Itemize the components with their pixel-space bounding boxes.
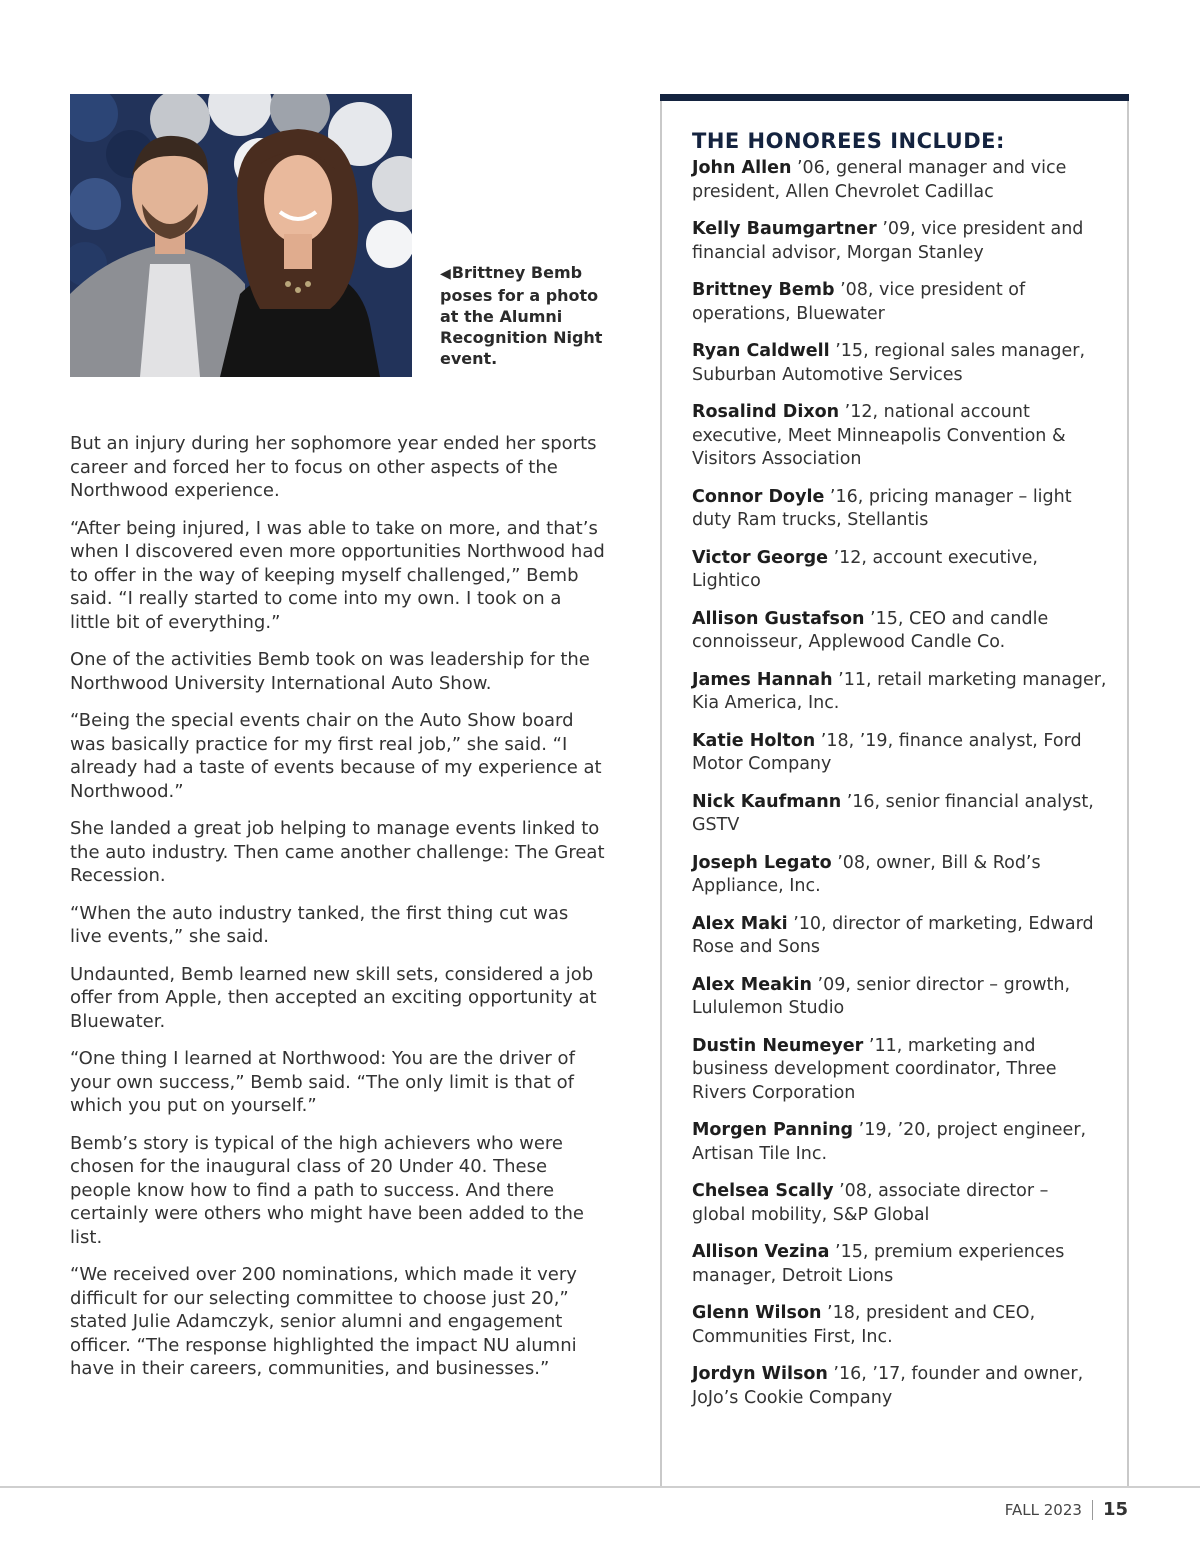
honoree-name: Connor Doyle	[692, 486, 825, 507]
honoree-item	[692, 1241, 1107, 1288]
sidebar-top-bar	[660, 94, 1129, 101]
honoree-name: Joseph Legato	[692, 852, 832, 873]
article-paragraph: “Being the special events chair on the Auto Show board was basically practice for my first real job,” she said. “I already had a taste of events because of my experience at Northwood.”	[70, 710, 602, 802]
article-body	[70, 432, 605, 1395]
honoree-detail: ’15, regional sales manager, Suburban Automotive Services	[692, 341, 1086, 385]
honoree-item	[692, 1180, 1107, 1227]
honoree-item	[692, 791, 1107, 838]
honoree-item	[692, 608, 1107, 655]
honoree-name: Morgen Panning	[692, 1120, 854, 1140]
honoree-item	[692, 157, 1107, 204]
article-paragraph: Bemb’s story is typical of the high achievers who were chosen for the inaugural class of 20 Under 40. These people know how to find a path to success. And there certainly were others who might have been added to the list.	[70, 1132, 584, 1248]
honoree-detail: ’12, national account executive, Meet Minneapolis Convention & Visitors Association	[692, 402, 1066, 469]
event-photo	[70, 94, 412, 377]
honoree-detail: ’08, vice president of operations, Bluewater	[692, 280, 1026, 324]
honoree-detail: ’16, ’17, founder and owner, JoJo’s Cookie Company	[692, 1364, 1084, 1408]
honoree-item	[692, 218, 1107, 265]
honoree-item	[692, 669, 1107, 716]
article-paragraph: She landed a great job helping to manage events linked to the auto industry. Then came another challenge: The Great Recession.	[70, 818, 605, 886]
article-paragraph: One of the activities Bemb took on was leadership for the Northwood University International Auto Show.	[70, 649, 590, 694]
honoree-name: Brittney Bemb	[692, 280, 835, 300]
honoree-item	[692, 486, 1107, 533]
honoree-name: Allison Gustafson	[692, 608, 865, 629]
honoree-name: Alex Maki	[692, 913, 788, 934]
honoree-name: Jordyn Wilson	[692, 1364, 828, 1384]
honoree-item	[692, 852, 1107, 899]
caption-text: Brittney Bemb poses for a photo at the Alumni Recognition Night event.	[440, 263, 603, 368]
honoree-item	[692, 1035, 1107, 1106]
honoree-name: John Allen	[692, 158, 792, 178]
honoree-name: James Hannah	[692, 669, 833, 690]
article-paragraph: “When the auto industry tanked, the first thing cut was live events,” she said.	[70, 902, 569, 947]
article-paragraph: “One thing I learned at Northwood: You are the driver of your own success,” Bemb said. “The only limit is that of which you put on yourself.”	[70, 1048, 575, 1116]
honoree-detail: ’18, president and CEO, Communities First, Inc.	[692, 1303, 1036, 1347]
honoree-detail: ’16, senior financial analyst, GSTV	[692, 791, 1094, 835]
honoree-name: Victor George	[692, 547, 829, 568]
honoree-name: Katie Holton	[692, 730, 816, 751]
honoree-name: Alex Meakin	[692, 974, 812, 995]
honoree-item	[692, 340, 1107, 387]
honoree-item	[692, 730, 1107, 777]
honoree-name: Ryan Caldwell	[692, 341, 830, 361]
honoree-item	[692, 1119, 1107, 1166]
honoree-item	[692, 974, 1107, 1021]
honoree-detail: ’11, marketing and business development coordinator, Three Rivers Corporation	[692, 1035, 1057, 1103]
honoree-detail: ’09, vice president and financial advisor, Morgan Stanley	[692, 219, 1084, 263]
honoree-detail: ’08, associate director – global mobility, S&P Global	[692, 1181, 1049, 1225]
honoree-detail: ’19, ’20, project engineer, Artisan Tile Inc.	[692, 1120, 1087, 1164]
honorees-sidebar	[660, 94, 1129, 1486]
article-paragraph: Undaunted, Bemb learned new skill sets, considered a job offer from Apple, then accepted an exciting opportunity at Bluewater.	[70, 963, 597, 1032]
honoree-name: Dustin Neumeyer	[692, 1035, 864, 1056]
honoree-item	[692, 279, 1107, 326]
honoree-item	[692, 1363, 1107, 1410]
honoree-item	[692, 1302, 1107, 1349]
honoree-name: Glenn Wilson	[692, 1303, 822, 1323]
honoree-name: Chelsea Scally	[692, 1181, 834, 1201]
page-number: 15	[1102, 1499, 1128, 1520]
honoree-detail: ’10, director of marketing, Edward Rose and Sons	[692, 913, 1094, 957]
sidebar-content	[692, 128, 1107, 1424]
honoree-detail: ’12, account executive, Lightico	[692, 547, 1038, 591]
article-paragraph: “After being injured, I was able to take on more, and that’s when I discovered even more opportunities Northwood had to offer in the way of keeping myself challenged,” Bemb said. “I really started to come into my own. I took on a little bit of everything.”	[70, 517, 605, 633]
honoree-detail: ’16, pricing manager – light duty Ram trucks, Stellantis	[692, 486, 1072, 530]
page-footer	[1005, 1499, 1128, 1520]
honoree-name: Rosalind Dixon	[692, 402, 840, 422]
honoree-detail: ’15, premium experiences manager, Detroit Lions	[692, 1242, 1065, 1286]
honoree-detail: ’06, general manager and vice president, Allen Chevrolet Cadillac	[692, 158, 1067, 202]
honoree-detail: ’11, retail marketing manager, Kia America, Inc.	[692, 669, 1107, 713]
photo-caption	[440, 262, 620, 369]
honoree-detail: ’15, CEO and candle connoisseur, Applewood Candle Co.	[692, 608, 1049, 652]
article-paragraph: “We received over 200 nominations, which made it very difficult for our selecting committee to choose just 20,” stated Julie Adamczyk, senior alumni and engagement officer. “The response highlighted the impact NU alumni have in their careers, communities, and businesses.”	[70, 1264, 577, 1379]
honoree-item	[692, 547, 1107, 594]
caption-arrow-icon: ◀	[440, 266, 451, 282]
honoree-name: Kelly Baumgartner	[692, 219, 877, 239]
article-paragraph: But an injury during her sophomore year ended her sports career and forced her to focus on other aspects of the Northwood experience.	[70, 433, 597, 501]
sidebar-title: THE HONOREES INCLUDE:	[692, 129, 1005, 153]
honoree-detail: ’18, ’19, finance analyst, Ford Motor Company	[692, 730, 1082, 774]
honoree-name: Nick Kaufmann	[692, 791, 842, 812]
issue-label: FALL 2023	[1004, 1500, 1082, 1519]
photo-illustration	[70, 94, 412, 377]
honoree-item	[692, 401, 1107, 472]
footer-separator	[1092, 1500, 1093, 1520]
honoree-name: Allison Vezina	[692, 1242, 830, 1262]
honoree-detail: ’09, senior director – growth, Lululemon Studio	[692, 974, 1071, 1018]
footer-rule	[0, 1486, 1200, 1488]
honoree-detail: ’08, owner, Bill & Rod’s Appliance, Inc.	[692, 852, 1041, 896]
honoree-item	[692, 913, 1107, 960]
